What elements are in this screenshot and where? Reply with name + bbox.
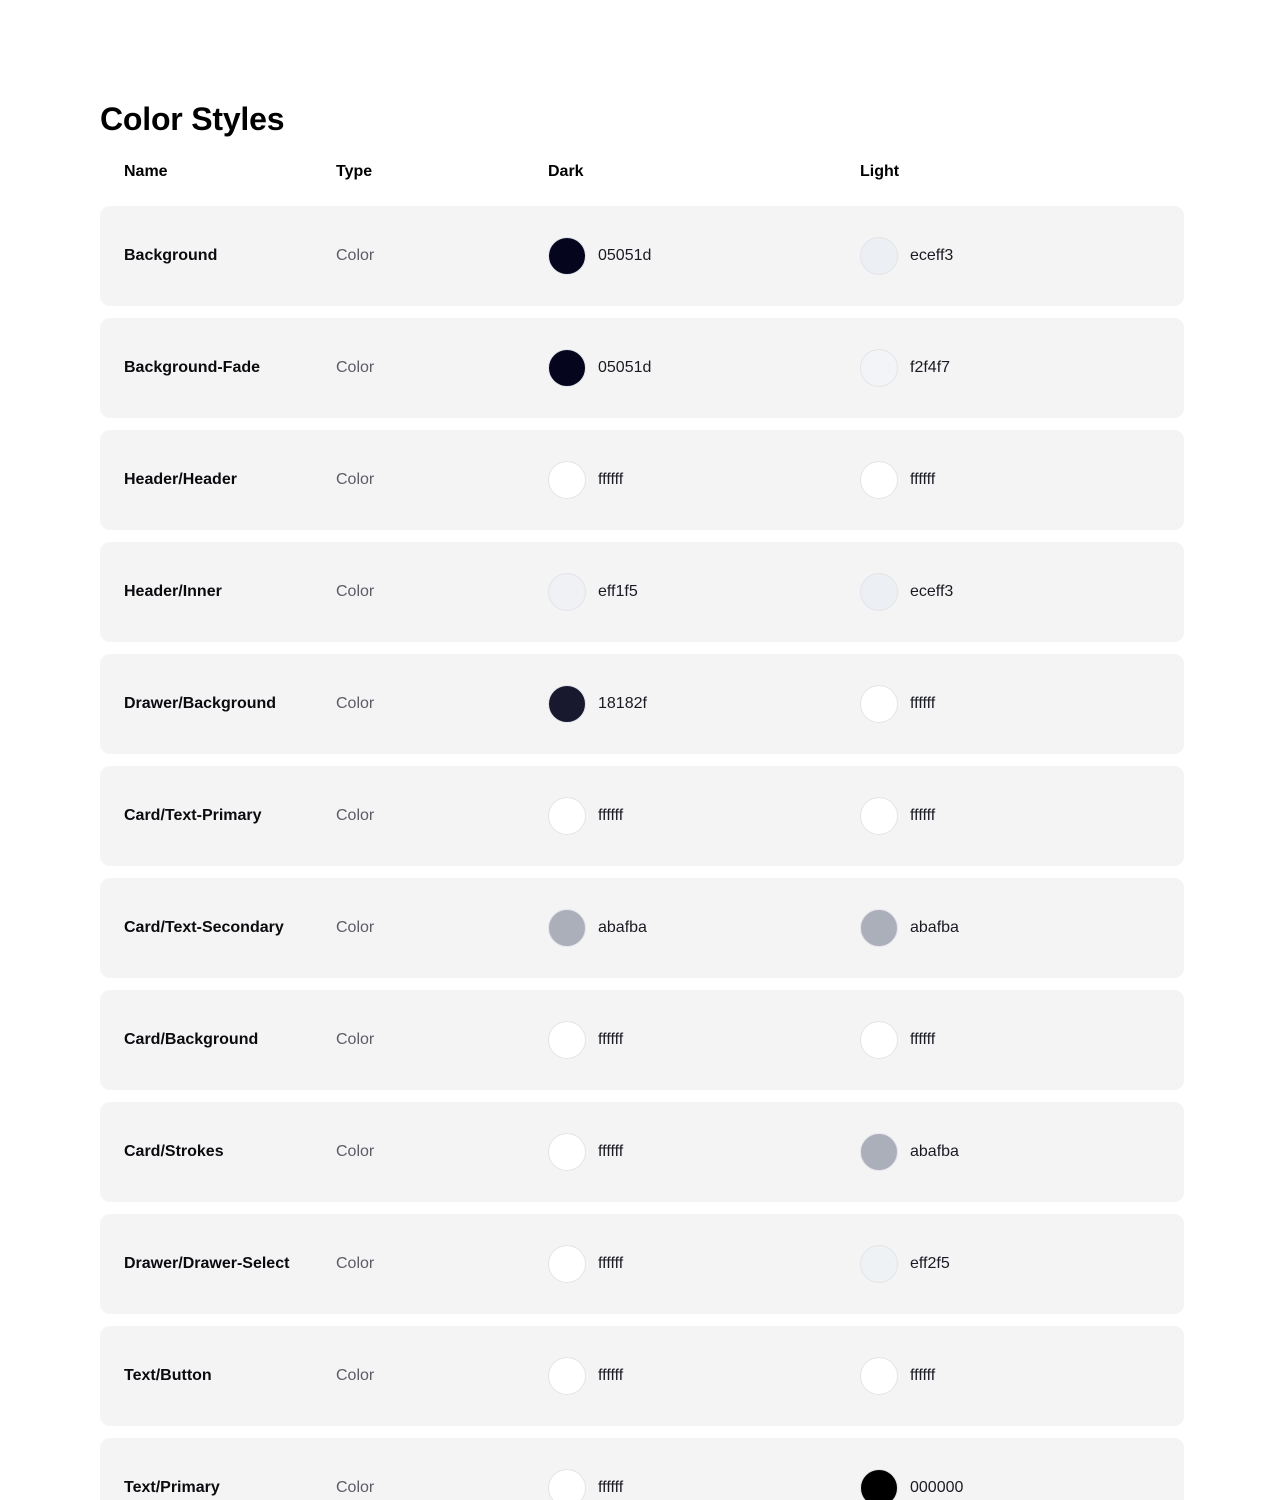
style-type: Color <box>336 1367 375 1384</box>
dark-color-swatch <box>548 797 586 835</box>
dark-color-swatch <box>548 1133 586 1171</box>
column-header-type: Type <box>336 163 373 180</box>
light-hex-value: f2f4f7 <box>910 359 951 376</box>
table-row[interactable] <box>100 654 1184 754</box>
light-hex-value: ffffff <box>910 695 936 712</box>
dark-hex-value: ffffff <box>598 807 624 824</box>
dark-color-cell <box>548 542 638 642</box>
dark-color-cell <box>548 1102 623 1202</box>
dark-color-cell <box>548 206 651 306</box>
style-type: Color <box>336 1479 375 1496</box>
dark-color-swatch <box>548 1021 586 1059</box>
column-header-name: Name <box>124 163 168 180</box>
style-type: Color <box>336 247 375 264</box>
dark-color-swatch <box>548 573 586 611</box>
light-hex-value: abafba <box>910 1143 959 1160</box>
style-name: Background <box>124 247 218 264</box>
table-row[interactable] <box>100 318 1184 418</box>
style-type: Color <box>336 359 375 376</box>
style-name: Drawer/Background <box>124 695 277 712</box>
light-hex-value: ffffff <box>910 807 936 824</box>
table-row[interactable] <box>100 766 1184 866</box>
style-name: Header/Header <box>124 471 237 488</box>
dark-hex-value: ffffff <box>598 471 624 488</box>
dark-hex-value: 05051d <box>598 247 652 264</box>
dark-color-swatch <box>548 685 586 723</box>
light-hex-value: eceff3 <box>910 247 954 264</box>
style-type: Color <box>336 1031 375 1048</box>
style-name: Card/Text-Secondary <box>124 919 284 936</box>
style-type: Color <box>336 583 375 600</box>
light-hex-value: ffffff <box>910 1367 936 1384</box>
table-row[interactable] <box>100 990 1184 1090</box>
style-type: Color <box>336 695 375 712</box>
light-color-swatch <box>860 349 898 387</box>
light-color-cell <box>860 990 935 1090</box>
column-header-light: Light <box>860 163 900 180</box>
light-color-cell <box>860 1214 950 1314</box>
style-type: Color <box>336 807 375 824</box>
style-name: Card/Strokes <box>124 1143 224 1160</box>
dark-hex-value: ffffff <box>598 1255 624 1272</box>
light-color-swatch <box>860 573 898 611</box>
dark-color-swatch <box>548 1245 586 1283</box>
style-name: Drawer/Drawer-Select <box>124 1255 290 1272</box>
dark-hex-value: ffffff <box>598 1031 624 1048</box>
dark-color-cell <box>548 766 623 866</box>
light-color-cell <box>860 542 953 642</box>
table-row[interactable] <box>100 430 1184 530</box>
table-row[interactable] <box>100 878 1184 978</box>
style-name: Text/Primary <box>124 1479 220 1496</box>
light-color-swatch <box>860 1021 898 1059</box>
light-color-cell <box>860 430 935 530</box>
style-type: Color <box>336 471 375 488</box>
light-color-swatch <box>860 1245 898 1283</box>
dark-color-cell <box>548 878 647 978</box>
light-color-swatch <box>860 1469 898 1500</box>
table-row[interactable] <box>100 1326 1184 1426</box>
style-type: Color <box>336 1143 375 1160</box>
page-title: Color Styles <box>100 101 285 137</box>
light-color-swatch <box>860 1133 898 1171</box>
light-hex-value: 000000 <box>910 1479 964 1496</box>
light-color-cell <box>860 654 935 754</box>
style-type: Color <box>336 1255 375 1272</box>
dark-color-swatch <box>548 349 586 387</box>
style-name: Card/Background <box>124 1031 259 1048</box>
light-hex-value: ffffff <box>910 1031 936 1048</box>
style-name: Card/Text-Primary <box>124 807 262 824</box>
dark-color-cell <box>548 654 647 754</box>
dark-color-swatch <box>548 237 586 275</box>
dark-hex-value: ffffff <box>598 1479 624 1496</box>
dark-hex-value: abafba <box>598 919 647 936</box>
dark-hex-value: 18182f <box>598 695 647 712</box>
light-hex-value: abafba <box>910 919 959 936</box>
dark-color-cell <box>548 1438 623 1500</box>
dark-hex-value: 05051d <box>598 359 652 376</box>
dark-hex-value: eff1f5 <box>598 583 638 600</box>
light-color-swatch <box>860 797 898 835</box>
dark-color-cell <box>548 1214 623 1314</box>
light-color-cell <box>860 1326 935 1426</box>
style-name: Text/Button <box>124 1367 212 1384</box>
style-name: Header/Inner <box>124 583 222 600</box>
dark-color-swatch <box>548 909 586 947</box>
table-row[interactable] <box>100 542 1184 642</box>
light-color-cell <box>860 1102 959 1202</box>
dark-hex-value: ffffff <box>598 1143 624 1160</box>
style-name: Background-Fade <box>124 359 261 376</box>
light-color-cell <box>860 766 935 866</box>
light-color-swatch <box>860 685 898 723</box>
light-color-cell <box>860 878 959 978</box>
table-row[interactable] <box>100 1102 1184 1202</box>
column-header-dark: Dark <box>548 163 584 180</box>
light-color-swatch <box>860 909 898 947</box>
dark-color-cell <box>548 1326 623 1426</box>
dark-color-cell <box>548 990 623 1090</box>
light-hex-value: eceff3 <box>910 583 954 600</box>
light-color-swatch <box>860 237 898 275</box>
dark-color-swatch <box>548 1469 586 1500</box>
dark-hex-value: ffffff <box>598 1367 624 1384</box>
dark-color-swatch <box>548 1357 586 1395</box>
dark-color-cell <box>548 430 623 530</box>
light-color-swatch <box>860 1357 898 1395</box>
style-type: Color <box>336 919 375 936</box>
light-color-cell <box>860 206 953 306</box>
dark-color-swatch <box>548 461 586 499</box>
table-row[interactable] <box>100 1438 1184 1500</box>
light-color-cell <box>860 318 950 418</box>
table-header <box>100 160 1184 184</box>
light-hex-value: ffffff <box>910 471 936 488</box>
light-color-cell <box>860 1438 963 1500</box>
color-style-list <box>100 206 1184 1500</box>
dark-color-cell <box>548 318 651 418</box>
table-row[interactable] <box>100 206 1184 306</box>
light-hex-value: eff2f5 <box>910 1255 950 1272</box>
light-color-swatch <box>860 461 898 499</box>
table-row[interactable] <box>100 1214 1184 1314</box>
